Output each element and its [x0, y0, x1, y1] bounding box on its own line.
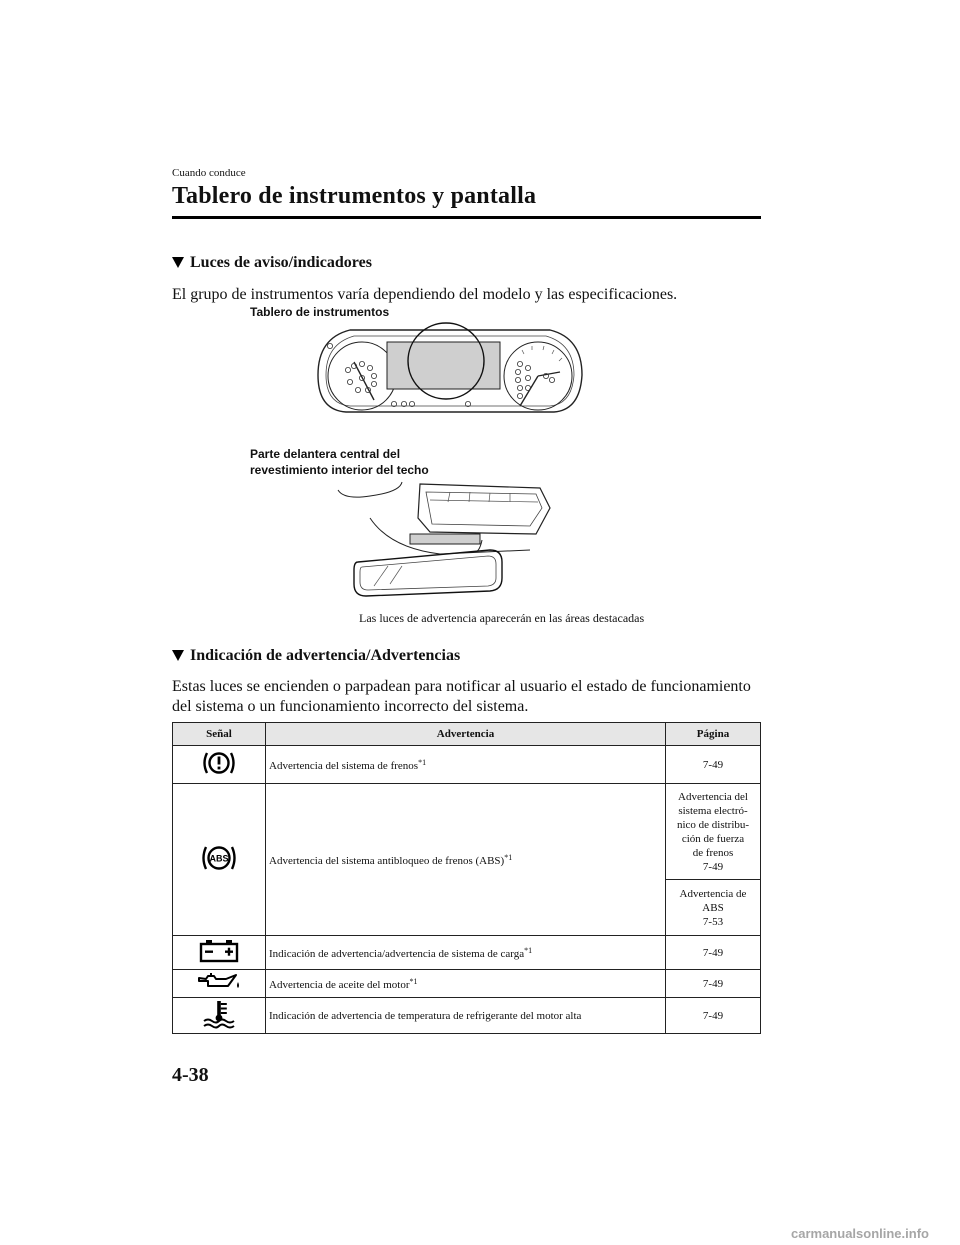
figure-caption: Las luces de advertencia aparecerán en las áreas destacadas: [359, 611, 645, 625]
page-cell: [666, 880, 761, 936]
page-number: 4-38: [172, 1064, 209, 1086]
footnote-mark: *1: [409, 976, 418, 986]
page-cell: 7-49: [666, 746, 761, 784]
brake-warning-icon: [201, 748, 237, 778]
figure-label-cluster: Tablero de instrumentos: [250, 305, 390, 319]
header-page: Página: [666, 723, 761, 746]
chapter-title: Tablero de instrumentos y pantalla: [172, 183, 537, 209]
page-cell: [666, 784, 761, 880]
coolant-temperature-icon: [200, 999, 238, 1029]
signal-cell: [173, 784, 266, 936]
warning-text: Indicación de advertencia/advertencia de sistema de carga: [269, 947, 525, 960]
table-row: [173, 936, 761, 970]
header-warning: Advertencia: [266, 723, 666, 746]
triangle-bullet-icon: [172, 650, 184, 661]
page-ref-line: ción de fuerza: [681, 832, 745, 845]
warning-text: Advertencia de aceite del motor: [269, 978, 410, 991]
triangle-bullet-icon: [172, 257, 184, 268]
warning-paragraph-line-2: del sistema o un funcionamiento incorrecto del sistema.: [172, 698, 529, 715]
table-row: [173, 746, 761, 784]
watermark: carmanualsonline.info: [791, 1226, 929, 1241]
warning-text: Advertencia del sistema de frenos: [269, 759, 419, 772]
running-head: Cuando conduce: [172, 167, 246, 179]
intro-paragraph: El grupo de instrumentos varía dependiendo del modelo y las especificaciones.: [172, 286, 678, 303]
warning-cell: [266, 936, 666, 970]
figure-label-roof-2: revestimiento interior del techo: [250, 463, 429, 477]
signal-cell: [173, 998, 266, 1034]
warning-paragraph-line-1: Estas luces se encienden o parpadean para notificar al usuario el estado de funcionamiento: [172, 678, 751, 695]
header-signal: Señal: [173, 723, 266, 746]
page-ref-line: ABS: [702, 901, 724, 914]
figure-label-roof-1: Parte delantera central del: [250, 447, 401, 461]
page-cell: 7-49: [666, 970, 761, 998]
section-heading-text: Luces de aviso/indicadores: [190, 254, 372, 271]
footnote-mark: *1: [418, 757, 427, 767]
title-rule: [172, 216, 761, 219]
footnote-mark: *1: [524, 945, 533, 955]
battery-charge-icon: [198, 938, 240, 964]
signal-cell: [173, 936, 266, 970]
warning-table: [172, 722, 761, 1034]
page-ref-line: Advertencia de: [679, 887, 747, 900]
svg-text:ABS: ABS: [209, 853, 229, 864]
page-ref-line: sistema electró-: [678, 804, 748, 817]
instrument-cluster-illustration: [314, 320, 586, 425]
page-cell: 7-49: [666, 998, 761, 1034]
warning-cell: [266, 784, 666, 936]
page-ref-line: de frenos: [692, 846, 734, 859]
abs-warning-icon: [199, 842, 239, 874]
signal-cell: [173, 970, 266, 998]
engine-oil-icon: [196, 972, 242, 992]
warning-cell: [266, 970, 666, 998]
table-row: [173, 970, 761, 998]
page-ref-line: Advertencia del: [678, 790, 748, 803]
page-ref-line: 7-53: [702, 915, 724, 928]
page-cell: 7-49: [666, 936, 761, 970]
table-row: [173, 998, 761, 1034]
page-ref-line: 7-49: [702, 860, 724, 873]
section-heading-text: Indicación de advertencia/Advertencias: [190, 647, 461, 664]
warning-cell: [266, 746, 666, 784]
warning-text: Advertencia del sistema antibloqueo de frenos (ABS): [269, 854, 505, 867]
section-heading-luces: [172, 254, 372, 272]
footnote-mark: *1: [504, 852, 513, 862]
table-header-row: [173, 723, 761, 746]
warning-cell: Indicación de advertencia de temperatura de refrigerante del motor alta: [266, 998, 666, 1034]
roof-console-illustration: [330, 478, 555, 605]
page-ref-line: nico de distribu-: [676, 818, 750, 831]
section-heading-indicacion: [172, 647, 460, 665]
table-row: [173, 784, 761, 880]
signal-cell: [173, 746, 266, 784]
